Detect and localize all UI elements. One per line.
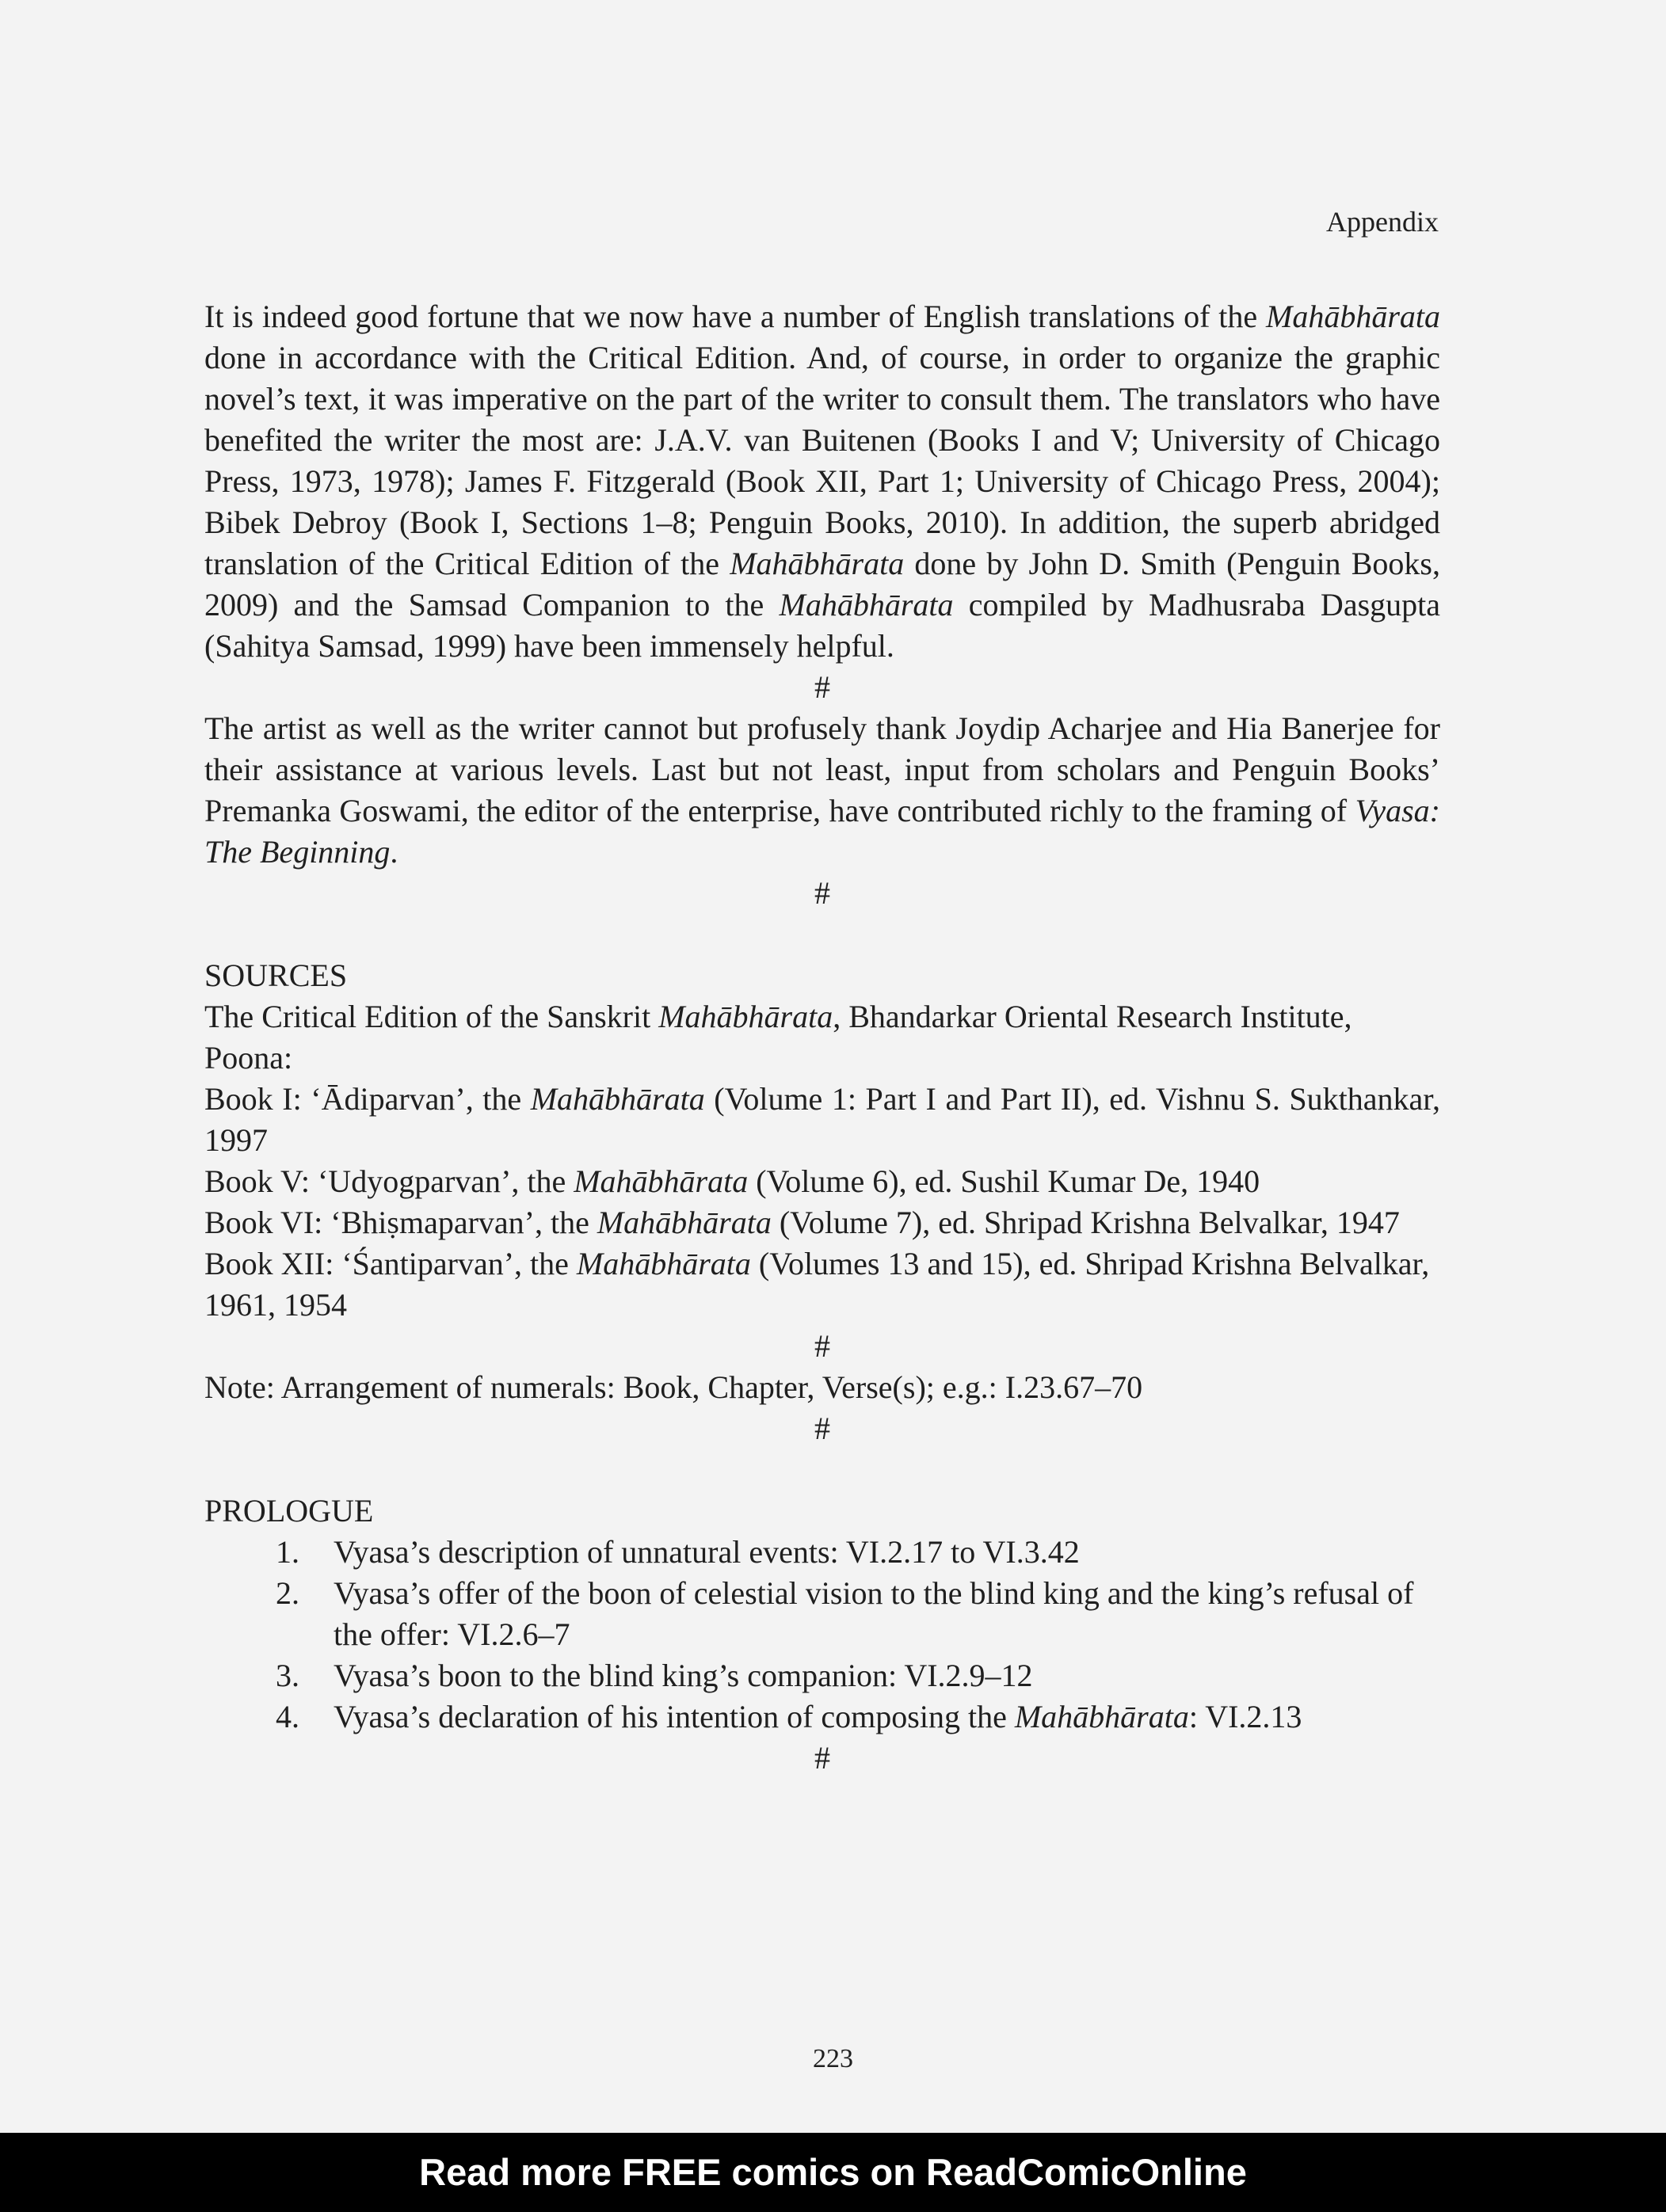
section-separator: # [814, 1411, 830, 1446]
running-header: Appendix [1326, 206, 1439, 238]
sources-edition: The Critical Edition of the Sanskrit Mahābhārata, Bhandarkar Oriental Research Institute, Poona: [204, 999, 1352, 1076]
section-separator: # [814, 1328, 830, 1364]
page-content [204, 296, 1440, 1779]
numeral-note: Note: Arrangement of numerals: Book, Chapter, Verse(s); e.g.: I.23.67–70 [204, 1369, 1143, 1405]
promo-banner[interactable]: Read more FREE comics on ReadComicOnline [0, 2133, 1666, 2212]
list-item: 1. Vyasa’s description of unnatural events: VI.2.17 to VI.3.42 [276, 1534, 1080, 1570]
page-number: 223 [813, 2044, 853, 2073]
sources-heading: SOURCES [204, 958, 348, 993]
intro-paragraph-1: It is indeed good fortune that we now have a number of English translations of the Mahābhārata done in accordance with the Critical Edition. And, of course, in order to organize the graphic novel’s text, it was imperative on the part of the writer to consult them. The translators who have benefited the writer the most are: J.A.V. van Buitenen (Books I and V; University of Chicago Press, 1973, 1978); James F. Fitzgerald (Book XII, Part 1; University of Chicago Press, 2004); Bibek Debroy (Book I, Sections 1–8; Penguin Books, 2010). In addition, the superb abridged translation of the Critical Edition of the Mahābhārata done by John D. Smith (Penguin Books, 2009) and the Samsad Companion to the Mahābhārata compiled by Madhusraba Dasgupta (Sahitya Samsad, 1999) have been immensely helpful. [204, 299, 1441, 664]
prologue-list [204, 1532, 1440, 1738]
list-item: 3. Vyasa’s boon to the blind king’s companion: VI.2.9–12 [276, 1658, 1033, 1693]
intro-paragraph-2: The artist as well as the writer cannot but profusely thank Joydip Acharjee and Hia Banerjee for their assistance at various levels. Last but not least, input from scholars and Penguin Books’ Premanka Goswami, the editor of the enterprise, have contributed richly to the framing of Vyasa: The Beginning. [204, 710, 1440, 870]
list-item: 2. Vyasa’s offer of the boon of celestial vision to the blind king and the king’s refusal of the offer: VI.2.6–7 [276, 1575, 1414, 1652]
section-separator: # [814, 875, 830, 911]
source-book-v: Book V: ‘Udyogparvan’, the Mahābhārata (Volume 6), ed. Sushil Kumar De, 1940 [204, 1163, 1260, 1199]
list-item: 4. Vyasa’s declaration of his intention of composing the Mahābhārata: VI.2.13 [276, 1699, 1302, 1734]
source-book-i: Book I: ‘Ādiparvan’, the Mahābhārata (Volume 1: Part I and Part II), ed. Vishnu S. Sukthankar, 1997 [204, 1081, 1441, 1158]
source-book-xii: Book XII: ‘Śantiparvan’, the Mahābhārata (Volumes 13 and 15), ed. Shripad Krishna Belvalkar, 1961, 1954 [204, 1246, 1430, 1323]
section-separator: # [814, 1740, 830, 1776]
section-separator: # [814, 669, 830, 705]
prologue-heading: PROLOGUE [204, 1493, 374, 1529]
source-book-vi: Book VI: ‘Bhiṣmaparvan’, the Mahābhārata (Volume 7), ed. Shripad Krishna Belvalkar, 1947 [204, 1205, 1400, 1240]
